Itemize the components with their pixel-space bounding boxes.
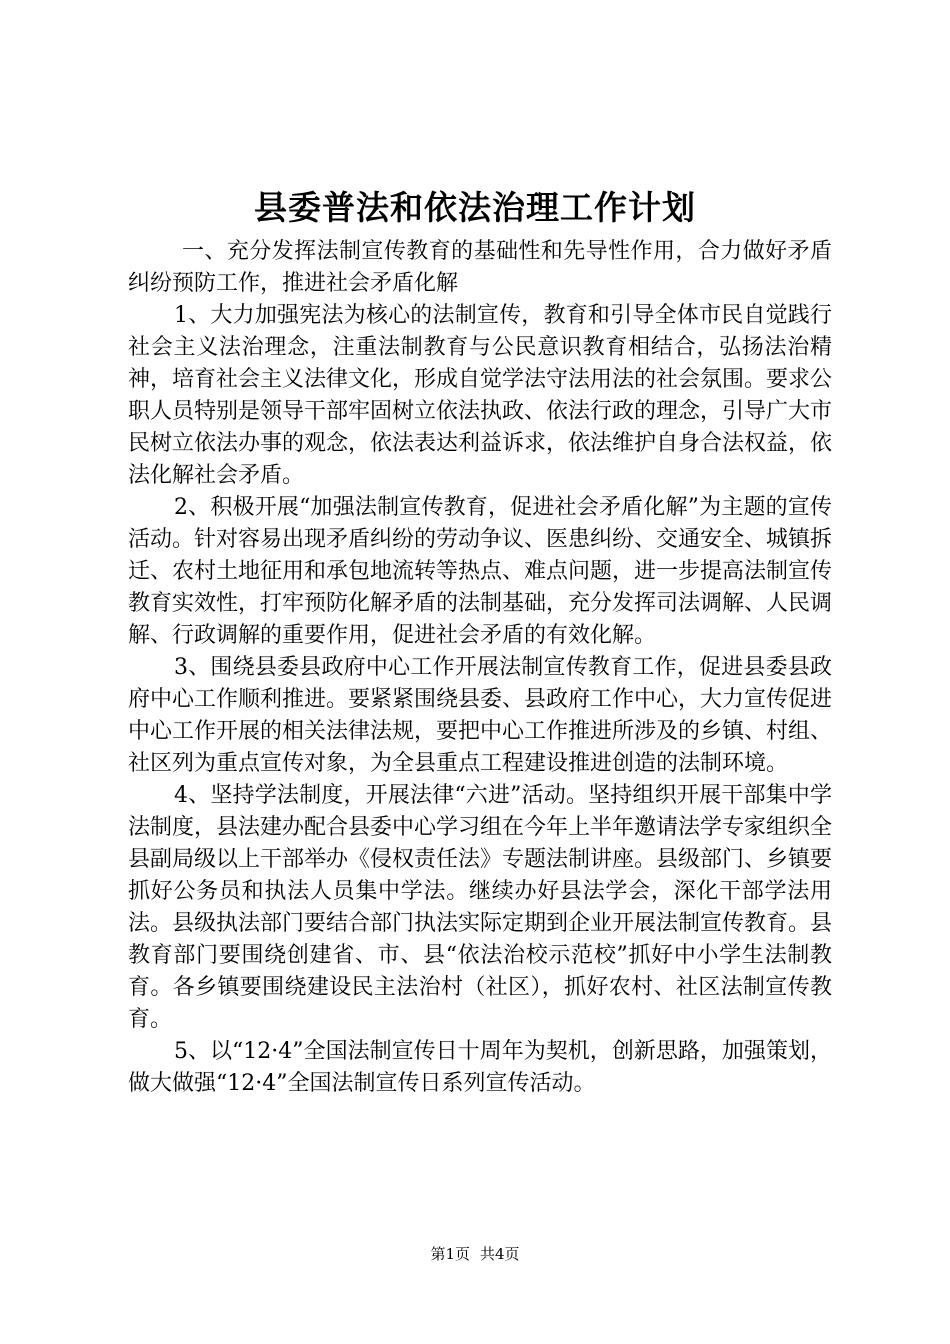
page-number: 第1页 <box>430 1245 470 1263</box>
paragraph-item-2: 2、积极开展“加强法制宣传教育，促进社会矛盾化解”为主题的宣传活动。针对容易出现矛盾纠纷的劳动争议、医患纠纷、交通安全、城镇拆迁、农村土地征用和承包地流转等热点、难点问题，进一步提高法制宣传教育实效性，打牢预防化解矛盾的法制基础，充分发挥司法调解、人民调解、行政调解的重要作用，促进社会矛盾的有效化解。 <box>128 495 833 648</box>
paragraph-item-3: 3、围绕县委县政府中心工作开展法制宣传教育工作，促进县委县政府中心工作顺利推进。要紧紧围绕县委、县政府工作中心，大力宣传促进中心工作开展的相关法律法规，要把中心工作推进所涉及的乡镇、村组、社区列为重点宣传对象，为全县重点工程建设推进创造的法制环境。 <box>128 655 833 776</box>
paragraph-item-4: 4、坚持学法制度，开展法律“六进”活动。坚持组织开展干部集中学法制度，县法建办配合县委中心学习组在今年上半年邀请法学专家组织全县副局级以上干部举办《侵权责任法》专题法制讲座。县级部门、乡镇要抓好公务员和执法人员集中学法。继续办好县法学会，深化干部学法用法。县级执法部门要结合部门执法实际定期到企业开展法制宣传教育。县教育部门要围绕创建省、市、县“依法治校示范校”抓好中小学生法制教育。各乡镇要围绕建设民主法治村（社区），抓好农村、社区法制宣传教育。 <box>128 783 833 1032</box>
section-heading: 一、充分发挥法制宣传教育的基础性和先导性作用，合力做好矛盾纠纷预防工作，推进社会矛盾化解 <box>128 239 832 296</box>
paragraph-item-1: 1、大力加强宪法为核心的法制宣传，教育和引导全体市民自觉践行社会主义法治理念，注重法制教育与公民意识教育相结合，弘扬法治精神，培育社会主义法律文化，形成自觉学法守法用法的社会氛围。要求公职人员特别是领导干部牢固树立依法执政、依法行政的理念，引导广大市民树立依法办事的观念，依法表达利益诉求，依法维护自身合法权益，依法化解社会矛盾。 <box>128 303 833 488</box>
page-total: 共4页 <box>480 1245 520 1263</box>
paragraph-item-5: 5、以“12·4”全国法制宣传日十周年为契机，创新思路，加强策划，做大做强“12·4”全国法制宣传日系列宣传活动。 <box>128 1039 832 1096</box>
document-title: 县委普法和依法治理工作计划 <box>254 188 696 227</box>
page-footer <box>0 1244 950 1264</box>
document-body <box>128 236 832 1100</box>
